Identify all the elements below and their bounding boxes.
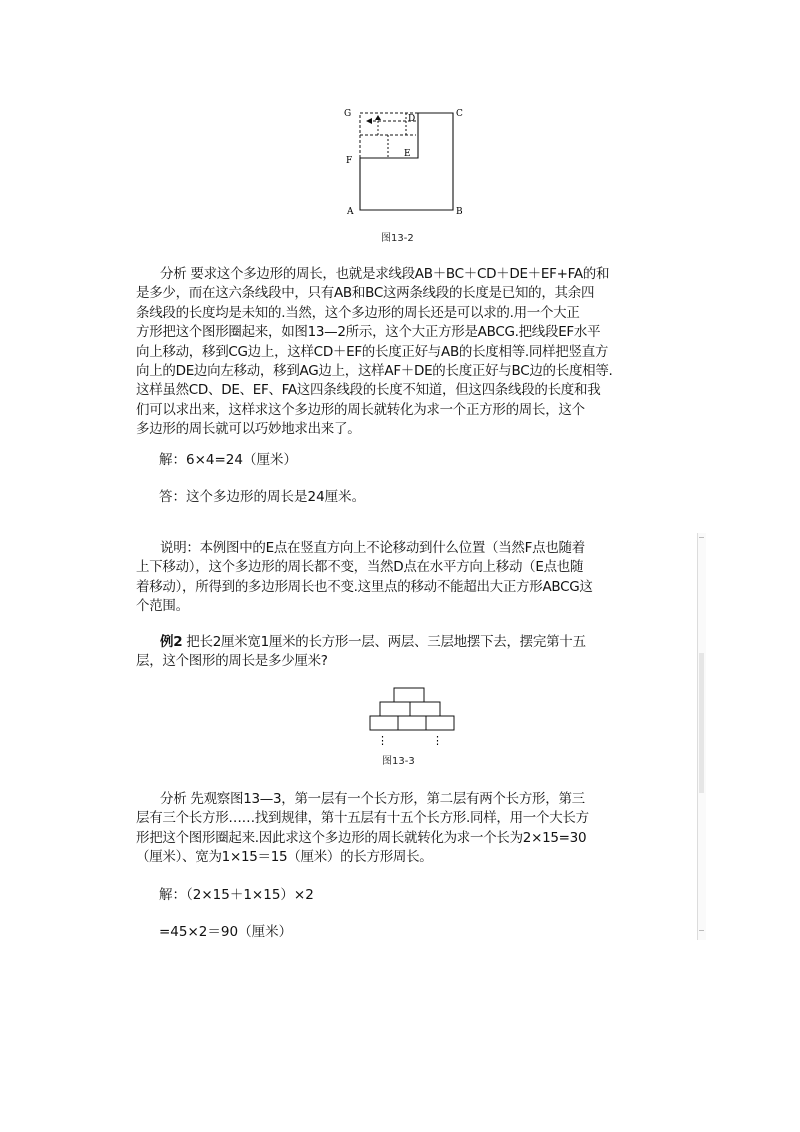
analysis-paragraph-1 xyxy=(136,265,613,440)
text-line: 分析 先观察图13—3，第一层有一个长方形，第二层有两个长方形，第三 xyxy=(160,791,585,807)
text-line: （厘米）、宽为1×15＝15（厘米）的长方形周长。 xyxy=(136,849,433,866)
scroll-thumb[interactable] xyxy=(699,653,704,793)
text-line: 方形把这个图形圈起来，如图13—2所示，这个大正方形是ABCG.把线段EF水平 xyxy=(136,324,601,341)
text-line: 着移动），所得到的多边形周长也不变.这里点的移动不能超出大正方形ABCG这 xyxy=(136,578,593,595)
label-d: D xyxy=(408,114,416,124)
figure-13-2 xyxy=(338,100,468,220)
dots-right: ⋮ xyxy=(432,734,443,747)
text-line: 层有三个长方形……找到规律，第十五层有十五个长方形.同样，用一个大长方 xyxy=(136,810,589,827)
label-a: A xyxy=(347,207,354,217)
dots-left: ⋮ xyxy=(377,734,388,747)
vertical-scrollbar[interactable] xyxy=(697,533,706,940)
text-line: 分析 要求这个多边形的周长，也就是求线段AB＋BC＋CD＋DE＋EF+FA的和 xyxy=(160,266,610,282)
note-paragraph xyxy=(136,539,593,617)
text-line: 上下移动），这个多边形的周长都不变，当然D点在水平方向上移动（E点也随 xyxy=(136,559,584,576)
answer-1: 答：这个多边形的周长是24厘米。 xyxy=(159,489,366,505)
text-line: 这样虽然CD、DE、EF、FA这四条线段的长度不知道，但这四条线段的长度和我 xyxy=(136,382,601,399)
solution-2-line-2: =45×2＝90（厘米） xyxy=(159,924,293,940)
text-line: 条线段的长度均是未知的.当然，这个多边形的周长还是可以求的.用一个大正 xyxy=(136,304,580,321)
text-line: 们可以求出来，这样求这个多边形的周长就转化为求一个正方形的周长，这个 xyxy=(136,401,585,418)
example-2 xyxy=(136,633,586,672)
text-line: 个范围。 xyxy=(136,598,189,615)
label-c: C xyxy=(456,109,463,119)
text-line: 说明：本例图中的E点在竖直方向上不论移动到什么位置（当然F点也随着 xyxy=(160,540,585,556)
text-line: 向上的DE边向左移动，移到AG边上，这样AF＋DE的长度正好与BC边的长度相等. xyxy=(136,363,613,380)
label-f: F xyxy=(346,156,353,166)
example-label: 例2 xyxy=(160,634,183,650)
text-line: 形把这个图形圈起来.因此求这个多边形的周长就转化为求一个长为2×15=30 xyxy=(136,829,587,846)
solution-1: 解：6×4=24（厘米） xyxy=(159,452,297,468)
text-line: 多边形的周长就可以巧妙地求出来了。 xyxy=(136,421,361,438)
scroll-down-arrow[interactable] xyxy=(699,930,704,936)
text-line: 是多少，而在这六条线段中，只有AB和BC这两条线段的长度是已知的，其余四 xyxy=(136,285,595,302)
label-b: B xyxy=(456,207,463,217)
example-text: 把长2厘米宽1厘米的长方形一层、两层、三层地摆下去，摆完第十五 xyxy=(182,634,586,650)
solution-2-line-1: 解：（2×15＋1×15）×2 xyxy=(159,887,314,903)
label-e: E xyxy=(404,149,411,159)
text-line xyxy=(136,633,586,652)
text-line: 向上移动，移到CG边上，这样CD＋EF的长度正好与AB的长度相等.同样把竖直方 xyxy=(136,343,609,360)
scroll-up-arrow[interactable] xyxy=(699,537,704,543)
figure-caption-13-3: 图13-3 xyxy=(382,756,415,767)
text-line: 层，这个图形的周长是多少厘米? xyxy=(136,653,328,670)
figure-13-3 xyxy=(368,686,458,748)
label-g: G xyxy=(344,109,352,119)
analysis-paragraph-2 xyxy=(136,790,589,868)
figure-caption-13-2: 图13-2 xyxy=(381,233,414,244)
